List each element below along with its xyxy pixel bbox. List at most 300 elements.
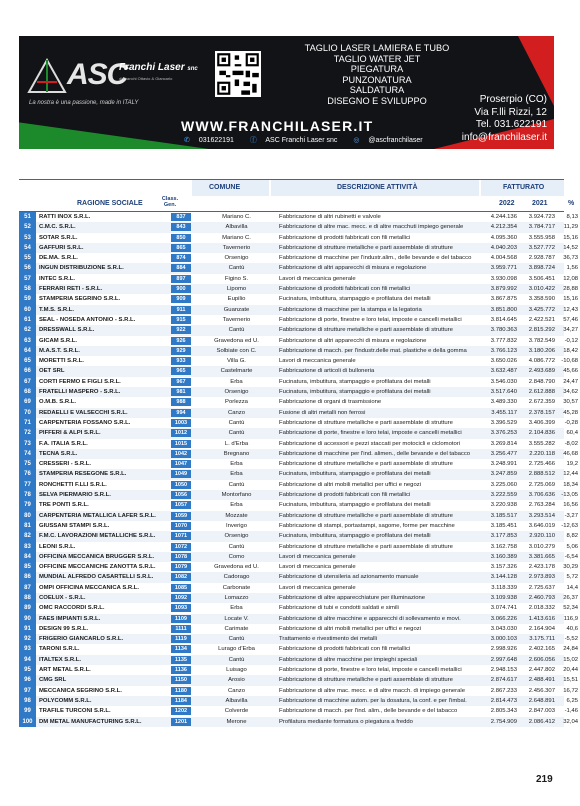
percent-change-cell: 15,16 [563, 296, 578, 303]
revenue-2022-cell: 3.247.859 [490, 471, 517, 478]
activity-cell: Lavori di meccanica generale [279, 564, 356, 571]
revenue-2022-cell: 3.632.487 [490, 368, 517, 375]
ranking-table-body [19, 212, 578, 727]
revenue-2021-cell: 2.847.003 [528, 708, 555, 715]
comune-cell: Castelmarte [220, 368, 253, 375]
percent-change-cell: 60,4 [566, 430, 578, 437]
rank-number: 64 [19, 346, 36, 356]
revenue-2021-cell: 2.018.332 [528, 605, 555, 612]
percent-change-cell: 5,06 [566, 543, 578, 550]
table-row [19, 284, 578, 294]
table-row [19, 665, 578, 675]
class-gen-cell: 933 [171, 357, 191, 365]
service-item: PIEGATURA [350, 64, 404, 75]
rank-number: 86 [19, 572, 36, 582]
table-header [19, 180, 564, 196]
table-subheader [19, 196, 575, 211]
revenue-2021-cell: 3.175.711 [529, 636, 555, 643]
table-row [19, 212, 578, 222]
rank-number: 77 [19, 480, 36, 490]
comune-cell: Lomazzo [224, 594, 249, 601]
rank-number: 52 [19, 222, 36, 232]
company-name-cell: CORTI FERMO E FIGLI S.R.L. [39, 378, 121, 385]
activity-cell: Fabbricazione di strutture metalliche e parti assemblate di strutture [279, 419, 453, 426]
class-gen-cell: 884 [171, 264, 191, 272]
company-name-cell: C.M.C. S.R.L. [39, 224, 76, 231]
percent-change-cell: 45,66 [563, 368, 578, 375]
class-gen-cell: 981 [171, 388, 191, 396]
percent-change-cell: -13,05 [561, 492, 578, 499]
company-name-cell: RATTI INOX S.R.L. [39, 214, 91, 220]
class-gen-cell: 929 [171, 347, 191, 355]
class-gen-cell: 1093 [171, 604, 191, 612]
rank-number: 63 [19, 336, 36, 346]
company-name-cell: PIFFERI & ALPI S.R.L. [39, 430, 101, 437]
email: info@franchilaser.it [461, 131, 547, 143]
rank-number: 66 [19, 366, 36, 376]
company-name-cell: FRIGERIO GIANCARLO S.R.L. [39, 636, 124, 643]
table-row [19, 294, 578, 304]
percent-change-cell: 5,72 [566, 574, 578, 581]
rank-number: 98 [19, 696, 36, 706]
revenue-2021-cell: 2.220.118 [529, 450, 555, 457]
address-street: Via F.lli Rizzi, 12 [474, 106, 547, 118]
company-name-cell: RONCHETTI F.LLI S.R.L. [39, 481, 107, 488]
revenue-2021-cell: 3.646.019 [528, 522, 555, 529]
activity-cell: Fabbricazione di strutture metalliche e parti assemblate di strutture [279, 461, 453, 468]
company-name-cell: OMC RACCORDI S.R.L. [39, 605, 105, 612]
rank-number: 81 [19, 521, 36, 531]
revenue-2022-cell: 3.144.128 [490, 574, 517, 581]
revenue-2022-cell: 3.256.477 [490, 450, 517, 457]
percent-change-cell: -1,46 [564, 708, 578, 715]
comune-cell: Cantù [228, 265, 245, 272]
comune-cell: L. d'Erba [224, 440, 249, 447]
revenue-2021-cell: 2.888.512 [528, 471, 555, 478]
revenue-2022-cell: 3.109.938 [490, 594, 517, 601]
logo-subtitle: di Franchi Ottavio & Giancarlo [119, 76, 173, 81]
revenue-2021-cell: 3.898.724 [528, 265, 555, 272]
rank-number: 56 [19, 263, 36, 273]
class-gen-cell: 865 [171, 244, 191, 252]
revenue-2022-cell: 2.997.648 [490, 656, 517, 663]
activity-cell: Fabbricazione di organi di trasmissione [279, 399, 382, 406]
company-name-cell: CARPENTERIA FOSSANO S.R.L. [39, 419, 131, 426]
percent-change-cell: 20,44 [563, 667, 578, 674]
activity-cell: Fabbricazione di prodotti fabbricati con fili metallici [279, 234, 411, 241]
revenue-2021-cell: 3.782.549 [528, 337, 555, 344]
company-name-cell: STAMPERIA SEGRINO S.R.L. [39, 296, 121, 303]
class-gen-header: Class. Gen. [161, 196, 179, 208]
revenue-2021-cell: 3.924.723 [528, 214, 555, 220]
comune-cell: Merone [226, 718, 247, 725]
table-row [19, 706, 578, 716]
revenue-2022-cell: 3.879.992 [490, 286, 517, 293]
rank-number: 73 [19, 439, 36, 449]
percent-change-cell: 30,57 [563, 399, 578, 406]
comune-cell: Solbiate con C. [216, 347, 257, 354]
percent-change-cell: 34,27 [563, 327, 578, 334]
table-row [19, 480, 578, 490]
comune-cell: Mariano C. [222, 214, 251, 220]
revenue-2022-cell: 2.805.343 [490, 708, 517, 715]
activity-cell: Fabbricazione di macch. per l'industr.delle mat. plastiche e della gomma [279, 347, 467, 354]
company-name-cell: GICAM S.R.L. [39, 337, 77, 344]
revenue-2022-cell: 3.220.938 [490, 502, 517, 509]
revenue-2022-cell: 3.177.853 [490, 533, 517, 540]
percent-change-cell: 45,28 [563, 409, 578, 416]
company-name-cell: LEONI S.R.L. [39, 543, 76, 550]
comune-cell: Arosio [228, 677, 245, 684]
class-gen-cell: 922 [171, 326, 191, 334]
class-gen-cell: 1082 [171, 573, 191, 581]
class-gen-cell: 850 [171, 234, 191, 242]
company-name-cell: FERRARI RETI - S.R.L. [39, 286, 103, 293]
rank-number: 80 [19, 511, 36, 521]
ragione-sociale-header: RAGIONE SOCIALE [77, 200, 143, 207]
revenue-2022-cell: 3.489.330 [490, 399, 517, 406]
revenue-2022-cell: 3.814.645 [490, 316, 517, 323]
activity-cell: Fabbricazione di altre mac. mecc. e di altre macch. di impiego generale [279, 687, 465, 694]
comune-cell: Eupilio [227, 296, 246, 303]
table-row [19, 397, 578, 407]
rank-number: 70 [19, 408, 36, 418]
service-item: PUNZONATURA [342, 74, 412, 85]
table-row [19, 459, 578, 469]
activity-cell: Fabbricazione di altri mobili metallici per uffici e negozi [279, 481, 421, 488]
comune-cell: Canzo [227, 687, 246, 694]
comune-cell: Orsenigo [224, 533, 249, 540]
activity-cell: Fabbricazione di macchine per la stampa e la legatoria [279, 306, 422, 313]
revenue-2021-cell: 3.381.665 [528, 553, 555, 560]
address-city: Proserpio (CO) [479, 94, 547, 105]
revenue-2021-cell: 2.423.178 [528, 564, 555, 571]
company-name-cell: MORETTI S.R.L. [39, 358, 84, 365]
percent-change-cell: 18,34 [563, 481, 578, 488]
activity-cell: Fabbricazione di altre apparecchiature per illuminazione [279, 594, 426, 601]
comune-cell: Mariano C. [222, 234, 251, 241]
rank-number: 89 [19, 603, 36, 613]
company-name-cell: POLYCOMM S.R.L. [39, 697, 92, 704]
activity-cell: Fucinatura, imbutitura, stampaggio e profilatura dei metalli [279, 533, 431, 540]
comune-cell: Orsenigo [224, 255, 249, 262]
instagram-item: ◎ @ascfranchilaser [353, 137, 423, 144]
table-row [19, 439, 578, 449]
revenue-2021-cell: 2.725.637 [528, 584, 555, 591]
revenue-2021-cell: 3.555.282 [528, 440, 555, 447]
activity-cell: Fabbricazione di macchine per l'industr.alim., delle bevande e del tabacco [279, 255, 472, 262]
rank-number: 87 [19, 583, 36, 593]
comune-cell: Cantù [228, 656, 245, 663]
logo-text: ASC [67, 58, 128, 91]
revenue-2021-cell: 2.920.110 [529, 533, 555, 540]
company-name-cell: OFFICINE MECCANICHE ZANOTTA S.R.L. [39, 564, 156, 571]
class-gen-cell: 1135 [171, 656, 191, 664]
rank-number: 99 [19, 706, 36, 716]
comune-cell: Cantù [228, 430, 245, 437]
percent-change-cell: -10,68 [561, 358, 578, 365]
company-name-cell: TRAFILE TURCONI S.R.L. [39, 708, 111, 715]
class-gen-cell: 1049 [171, 470, 191, 478]
comune-cell: Figino S. [224, 275, 249, 282]
revenue-2021-cell: 3.406.399 [528, 419, 555, 426]
activity-cell: Lavori di meccanica generale [279, 553, 356, 560]
class-gen-cell: 843 [171, 223, 191, 231]
rank-number: 100 [19, 717, 36, 727]
table-row [19, 387, 578, 397]
comune-cell: Erba [230, 461, 243, 468]
rank-number: 74 [19, 449, 36, 459]
laser-logo-icon [27, 58, 67, 94]
table-row [19, 356, 578, 366]
activity-cell: Profilatura mediante formatura o piegatura a freddo [279, 718, 413, 725]
percent-change-cell: 52,34 [563, 605, 578, 612]
comune-cell: Porlezza [225, 399, 248, 406]
comune-cell: Gravedona ed U. [214, 564, 259, 571]
company-name-cell: O.M.B. S.R.L. [39, 399, 76, 406]
rank-number: 51 [19, 212, 36, 222]
company-name-cell: CARPENTERIA METALLICA LAFER S.R.L. [39, 512, 156, 519]
percent-change-cell: 26,37 [563, 594, 578, 601]
percent-change-cell: 34,62 [563, 389, 578, 396]
activity-cell: Fabbricazione di strutture metalliche e parti assemblate di strutture [279, 512, 453, 519]
table-row [19, 686, 578, 696]
table-row [19, 428, 578, 438]
rank-number: 91 [19, 624, 36, 634]
revenue-2021-cell: 2.164.904 [528, 625, 555, 632]
table-row [19, 490, 578, 500]
revenue-2021-cell: 2.725.466 [528, 461, 555, 468]
comune-cell: Inverigo [226, 522, 247, 529]
comune-cell: Mozzate [225, 512, 248, 519]
company-name-cell: TARONI S.R.L. [39, 646, 80, 653]
percent-change-cell: 24,84 [563, 646, 578, 653]
table-row [19, 418, 578, 428]
table-row [19, 253, 578, 263]
rank-number: 78 [19, 490, 36, 500]
company-name-cell: COELUX - S.R.L. [39, 594, 86, 601]
table-row [19, 521, 578, 531]
percent-change-cell: 14,4 [566, 584, 578, 591]
revenue-2021-cell: 4.086.772 [528, 358, 555, 365]
percent-change-cell: 40,6 [566, 625, 578, 632]
service-item: TAGLIO WATER JET [333, 53, 421, 64]
activity-cell: Trattamento e rivestimento dei metalli [279, 636, 377, 643]
comune-cell: Cadorago [223, 574, 250, 581]
revenue-2022-cell: 2.867.233 [490, 687, 517, 694]
class-gen-cell: 1050 [171, 481, 191, 489]
percent-change-cell: 32,04 [563, 718, 578, 725]
class-gen-cell: 1072 [171, 543, 191, 551]
revenue-2021-cell: 2.086.412 [528, 718, 555, 725]
activity-cell: Fabbricazione di tubi e condotti saldati e simili [279, 605, 399, 612]
company-name-cell: ART METAL S.R.L. [39, 667, 91, 674]
table-row [19, 469, 578, 479]
company-name-cell: TECNA S.R.L. [39, 450, 78, 457]
activity-cell: Fabbricazione di articoli di bulloneria [279, 368, 375, 375]
telephone: Tel. 031.622191 [475, 119, 547, 130]
company-name-cell: DM METAL MANUFACTURING S.R.L. [39, 718, 142, 725]
comune-cell: Cantù [228, 636, 245, 643]
comune-cell: Bregnano [223, 450, 250, 457]
revenue-2021-cell: 3.425.772 [528, 306, 555, 313]
website-url: WWW.FRANCHILASER.IT [181, 118, 374, 134]
comune-cell: Cantù [228, 419, 245, 426]
percent-change-cell: 19,2 [566, 461, 578, 468]
activity-cell: Fabbricazione di porte, finestre e loro telai, imposte e cancelli metallici [279, 430, 462, 437]
percent-change-cell: 28,88 [563, 286, 578, 293]
revenue-2022-cell: 3.517.640 [490, 389, 517, 396]
rank-number: 55 [19, 253, 36, 263]
rank-number: 60 [19, 305, 36, 315]
activity-cell: Fabbricazione di porte, finestre e loro telai, imposte e cancelli metallici [279, 667, 462, 674]
revenue-2021-cell: 2.928.787 [528, 255, 555, 262]
class-gen-cell: 1150 [171, 676, 191, 684]
revenue-2021-cell: 2.725.069 [528, 481, 555, 488]
revenue-2022-cell: 3.851.800 [490, 306, 517, 313]
activity-cell: Fabbricazione di altre macchine e apparecchi di sollevamento e movi. [279, 615, 461, 622]
service-item: TAGLIO LASER LAMIERA E TUBO [304, 43, 450, 53]
class-gen-cell: 994 [171, 409, 191, 417]
rank-number: 82 [19, 531, 36, 541]
comune-cell: Erba [230, 502, 243, 509]
revenue-2021-cell: 2.763.284 [528, 502, 555, 509]
revenue-2021-cell: 2.402.165 [528, 646, 555, 653]
attivita-header: DESCRIZIONE ATTIVITÀ [337, 184, 418, 191]
year-2022-header: 2022 [499, 200, 515, 207]
revenue-2021-cell: 2.648.891 [528, 697, 555, 704]
revenue-2022-cell: 3.867.875 [490, 296, 517, 303]
company-name-cell: CMG SRL [39, 677, 67, 684]
revenue-2021-cell: 2.848.790 [528, 378, 555, 385]
activity-cell: Fabbricazione di prodotti fabbricati con fili metallici [279, 646, 411, 653]
service-item: DISEGNO E SVILUPPO [327, 95, 427, 106]
activity-cell: Fucinatura, imbutitura, stampaggio e profilatura dei metalli [279, 296, 431, 303]
table-row [19, 336, 578, 346]
revenue-2021-cell: 2.460.793 [528, 594, 555, 601]
revenue-2022-cell: 3.074.741 [490, 605, 517, 612]
comune-cell: Cantù [228, 327, 245, 334]
comune-cell: Tavernerio [222, 244, 251, 251]
rank-number: 76 [19, 469, 36, 479]
company-name-cell: F.M.C. LAVORAZIONI METALLICHE S.R.L. [39, 533, 156, 540]
activity-cell: Fabbricazione di altre mac. mecc. e di altre macchuti impiego generale [279, 224, 464, 231]
rank-number: 93 [19, 644, 36, 654]
revenue-2022-cell: 3.376.253 [490, 430, 517, 437]
comune-cell: Lipomo [226, 286, 247, 293]
class-gen-cell: 1071 [171, 532, 191, 540]
rank-number: 69 [19, 397, 36, 407]
revenue-2022-cell: 3.162.758 [490, 543, 517, 550]
revenue-2022-cell: 2.948.153 [490, 667, 517, 674]
rank-number: 71 [19, 418, 36, 428]
revenue-2022-cell: 3.455.117 [491, 409, 517, 416]
company-name-cell: INTEC S.R.L. [39, 275, 75, 282]
company-name-cell: M.A.S.T. S.R.L. [39, 347, 80, 354]
rank-number: 85 [19, 562, 36, 572]
revenue-2022-cell: 2.754.909 [490, 718, 517, 725]
comune-cell: Erba [230, 471, 243, 478]
revenue-2021-cell: 2.456.307 [528, 687, 555, 694]
rank-number: 53 [19, 233, 36, 243]
company-name-cell: STAMPERIA RESEGONE S.R.L. [39, 471, 127, 478]
company-logo [27, 52, 198, 102]
percent-change-cell: 1,56 [566, 265, 578, 272]
comune-cell: Erba [230, 605, 243, 612]
company-name-cell: OMPI OFFICINA MECCANICA S.R.L. [39, 584, 140, 591]
company-name-cell: F.A. ITALIA S.R.L. [39, 440, 88, 447]
revenue-2022-cell: 3.118.339 [491, 584, 517, 591]
company-name-cell: SELVA PIERMARIO S.R.L. [39, 492, 111, 499]
rank-number: 88 [19, 593, 36, 603]
table-row [19, 325, 578, 335]
class-gen-cell: 965 [171, 367, 191, 375]
class-gen-cell: 1078 [171, 553, 191, 561]
revenue-2021-cell: 2.493.689 [528, 368, 555, 375]
revenue-2022-cell: 4.040.203 [490, 244, 517, 251]
revenue-2021-cell: 2.104.836 [528, 430, 555, 437]
comune-cell: Como [228, 553, 245, 560]
percent-change-cell: 116,9 [563, 615, 578, 622]
comune-cell: Locate V. [224, 615, 249, 622]
instagram-icon: ◎ [353, 137, 360, 144]
revenue-2021-cell: 3.010.279 [528, 543, 555, 550]
revenue-2022-cell: 3.185.451 [490, 522, 517, 529]
company-name-cell: INGUN DISTRIBUZIONE S.R.L. [39, 265, 124, 272]
class-gen-cell: 1047 [171, 460, 191, 468]
rank-number: 65 [19, 356, 36, 366]
year-2021-header: 2021 [532, 200, 548, 207]
revenue-2021-cell: 2.447.802 [528, 667, 555, 674]
rank-number: 83 [19, 542, 36, 552]
rank-number: 84 [19, 552, 36, 562]
percent-change-cell: 57,46 [563, 316, 578, 323]
activity-cell: Fucinatura, imbutitura, stampaggio e profilatura dei metalli [279, 378, 431, 385]
company-name-cell: DRESSWALL S.R.L. [39, 327, 95, 334]
comune-cell: Cantù [228, 543, 245, 550]
class-gen-cell: 1079 [171, 563, 191, 571]
table-row [19, 603, 578, 613]
class-gen-cell: 1111 [171, 625, 191, 633]
class-gen-cell: 1012 [171, 429, 191, 437]
class-gen-cell: 1136 [171, 666, 191, 674]
class-gen-cell: 1119 [171, 635, 191, 643]
company-name-cell: T.M.S. S.R.L. [39, 306, 75, 313]
comune-cell: Albavilla [225, 697, 248, 704]
activity-cell: Fusione di altri metalli non ferrosi [279, 409, 366, 416]
table-row [19, 614, 578, 624]
class-gen-cell: 1070 [171, 522, 191, 530]
revenue-2022-cell: 3.066.226 [490, 615, 517, 622]
comune-cell: Carimate [224, 625, 249, 632]
table-row [19, 305, 578, 315]
class-gen-cell: 967 [171, 378, 191, 386]
rank-number: 72 [19, 428, 36, 438]
class-gen-cell: 1201 [171, 718, 191, 726]
revenue-2021-cell: 3.010.422 [528, 286, 555, 293]
percent-change-cell: 12,44 [563, 471, 578, 478]
table-row [19, 655, 578, 665]
company-name-cell: GIUSSANI STAMPI S.R.L. [39, 522, 110, 529]
percent-change-cell: 15,16 [563, 234, 578, 241]
revenue-2021-cell: 3.784.717 [528, 224, 555, 231]
percent-change-cell: -8,02 [564, 440, 578, 447]
activity-cell: Fabbricazione di macch. per l'ind. alim., delle bevande e del tabacco [279, 708, 458, 715]
company-name-cell: FAES IMPIANTI S.R.L. [39, 615, 101, 622]
activity-cell: Fabbricazione di altri rubinetti e valvole [279, 214, 381, 220]
revenue-2021-cell: 2.422.521 [528, 316, 555, 323]
percent-change-cell: 18,42 [563, 347, 578, 354]
